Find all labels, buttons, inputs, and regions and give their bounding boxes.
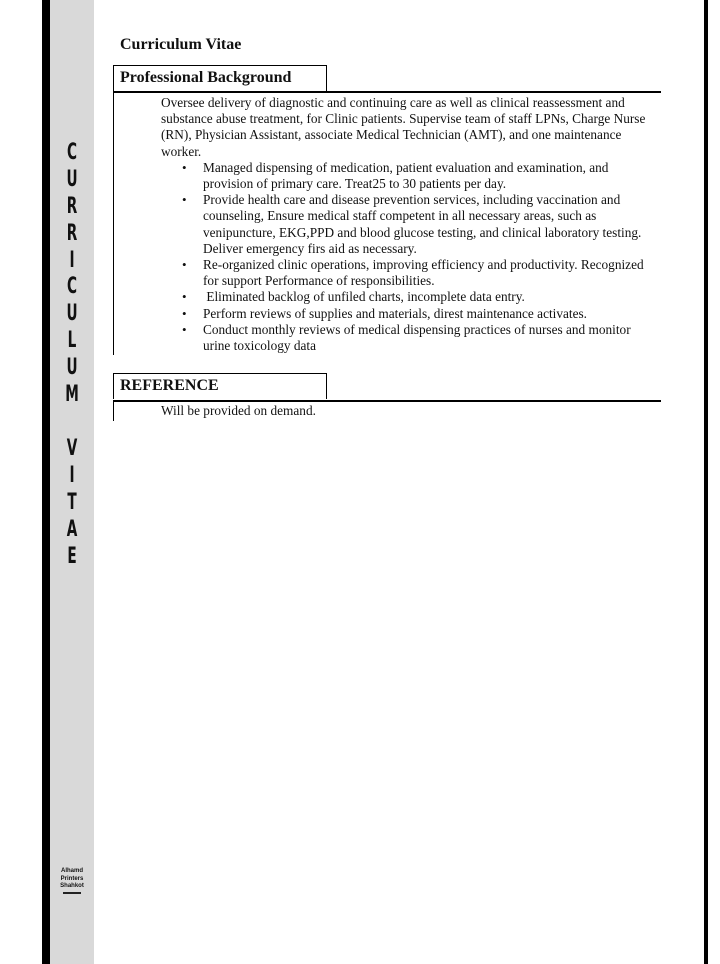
sidebar-letter: L — [67, 328, 77, 353]
list-item: • Re-organized clinic operations, improving efficiency and productivity. Recognized for support Performance of responsibilities. — [203, 257, 653, 289]
list-item: • Conduct monthly reviews of medical dispensing practices of nurses and monitor urine toxicology data — [203, 322, 653, 354]
sidebar-letter: C — [66, 274, 78, 299]
section-heading-box — [113, 373, 327, 399]
section-heading-professional-background: Professional Background — [120, 69, 292, 86]
section-left-border — [113, 93, 114, 355]
printer-credit-line: Alhamd — [60, 868, 83, 874]
sidebar — [50, 0, 94, 964]
intro-paragraph: Oversee delivery of diagnostic and continuing care as well as clinical reassessment and substance abuse treatment, for Clinic patients. Supervise team of staff LPNs, Charge Nurse (RN), Physician Assistant, associate Medical Technician (AMT), and one maintenance worker. — [161, 95, 646, 159]
sidebar-letter: A — [66, 517, 78, 542]
list-item: • Eliminated backlog of unfiled charts, incomplete data entry. — [203, 289, 653, 305]
sidebar-letter: I — [69, 463, 75, 488]
section-divider — [113, 400, 661, 402]
sidebar-letter: C — [66, 140, 78, 165]
printer-credit-line: Printers — [60, 875, 84, 882]
sidebar-letter: U — [66, 355, 78, 380]
sidebar-letter: I — [69, 248, 75, 273]
list-item: • Provide health care and disease prevention services, including vaccination and counseling, Ensure medical staff competent in all necessary areas, such as venipuncture, EKG,PPD and blood glucose testing, and clinical laboratory testing. Deliver emergency firs aid as necessary. — [203, 192, 653, 257]
document-title: Curriculum Vitae — [120, 36, 242, 53]
printer-credit-line: Shahkot — [60, 883, 84, 889]
section-heading-reference: REFERENCE — [120, 377, 219, 394]
list-item: • Managed dispensing of medication, patient evaluation and examination, and provision of primary care. Treat25 to 30 patients per day. — [203, 160, 653, 192]
printer-credit — [50, 868, 94, 894]
printer-credit-underline — [63, 892, 81, 894]
professional-background-content — [161, 95, 653, 354]
section-heading-box — [113, 65, 327, 91]
sidebar-letter: R — [66, 194, 78, 219]
section-left-border — [113, 402, 114, 421]
sidebar-letter: U — [66, 301, 78, 326]
sidebar-letter: M — [65, 382, 79, 407]
section-divider — [113, 91, 661, 93]
sidebar-letter: R — [66, 221, 78, 246]
sidebar-letter: T — [67, 490, 77, 515]
list-item: • Perform reviews of supplies and materials, direst maintenance activates. — [203, 306, 653, 322]
reference-text: Will be provided on demand. — [161, 403, 316, 418]
duties-list — [161, 160, 653, 354]
right-border-rule — [704, 0, 708, 964]
sidebar-letter: U — [66, 167, 78, 192]
page-left-margin — [0, 0, 42, 964]
sidebar-letter: V — [66, 436, 78, 461]
left-border-rule — [42, 0, 50, 964]
sidebar-letter: E — [67, 544, 77, 569]
